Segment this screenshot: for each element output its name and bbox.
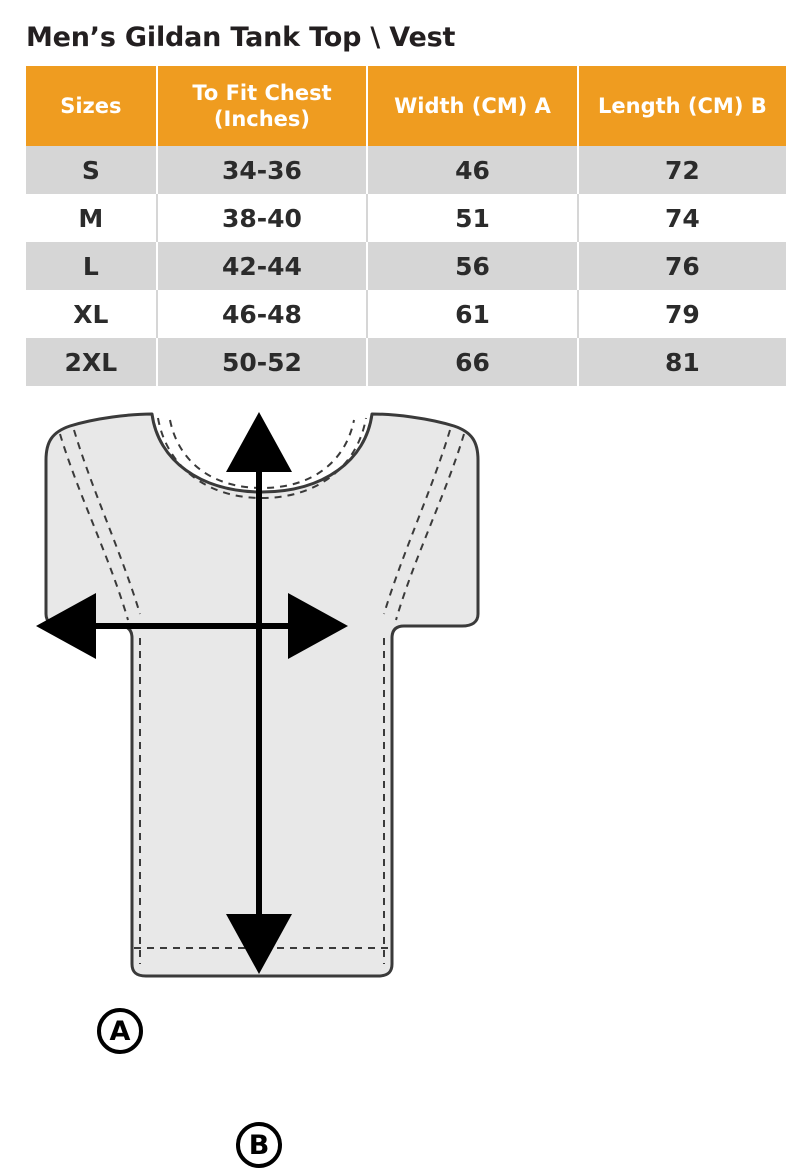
- table-row: [26, 338, 786, 386]
- measure-label-a: A: [97, 1008, 143, 1054]
- cell-width: 51: [367, 194, 578, 242]
- table-row: [26, 146, 786, 194]
- table-row: [26, 242, 786, 290]
- table-header-row: [26, 66, 786, 146]
- table-row: [26, 290, 786, 338]
- cell-chest: 50-52: [157, 338, 368, 386]
- cell-size: 2XL: [26, 338, 157, 386]
- cell-size: S: [26, 146, 157, 194]
- cell-length: 79: [578, 290, 786, 338]
- cell-chest: 34-36: [157, 146, 368, 194]
- tank-top-illustration: [0, 408, 812, 1000]
- cell-width: 46: [367, 146, 578, 194]
- cell-length: 74: [578, 194, 786, 242]
- page-title: Men’s Gildan Tank Top \ Vest: [26, 22, 456, 53]
- column-header-chest: To Fit Chest (Inches): [157, 66, 368, 146]
- cell-width: 66: [367, 338, 578, 386]
- column-header-width: Width (CM) A: [367, 66, 578, 146]
- column-header-sizes: Sizes: [26, 66, 157, 146]
- cell-length: 81: [578, 338, 786, 386]
- cell-length: 76: [578, 242, 786, 290]
- column-header-length: Length (CM) B: [578, 66, 786, 146]
- measure-label-b: B: [236, 1122, 282, 1168]
- cell-size: M: [26, 194, 157, 242]
- table-row: [26, 194, 786, 242]
- cell-chest: 38-40: [157, 194, 368, 242]
- cell-size: XL: [26, 290, 157, 338]
- size-chart-table: [26, 66, 786, 386]
- cell-width: 61: [367, 290, 578, 338]
- cell-length: 72: [578, 146, 786, 194]
- cell-chest: 42-44: [157, 242, 368, 290]
- cell-chest: 46-48: [157, 290, 368, 338]
- table-header: [26, 66, 786, 146]
- table-body: [26, 146, 786, 386]
- garment-diagram: [0, 408, 812, 1161]
- cell-size: L: [26, 242, 157, 290]
- cell-width: 56: [367, 242, 578, 290]
